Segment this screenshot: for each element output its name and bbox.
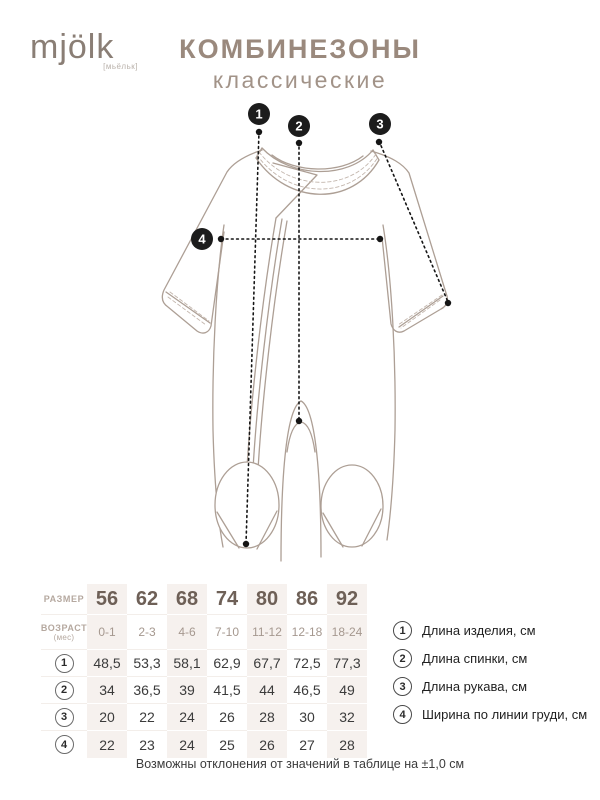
- page-subtitle: классические: [212, 67, 388, 93]
- value-cell: 28: [327, 731, 367, 758]
- romper-drawing: [162, 148, 447, 561]
- value-cell: 25: [219, 736, 235, 753]
- value-cell: 53,3: [127, 650, 167, 677]
- legend-item: [393, 649, 587, 668]
- marker-1-badge: [248, 103, 270, 125]
- value-cell: 77,3: [327, 650, 367, 677]
- legend-item: [393, 677, 587, 696]
- marker-3-badge: [369, 113, 391, 135]
- age-cell: 7-10: [207, 615, 247, 650]
- svg-text:3: 3: [376, 116, 384, 132]
- size-cell: 80: [247, 584, 287, 615]
- value-cell: 41,5: [207, 677, 247, 704]
- tolerance-note: Возможны отклонения от значений в таблице на ±1,0 см: [135, 757, 465, 771]
- legend-item: [393, 705, 587, 724]
- svg-text:4: 4: [198, 231, 206, 247]
- value-cell: 28: [247, 704, 287, 731]
- size-cell: 62: [127, 584, 167, 615]
- measure-row-label: 4: [41, 731, 87, 758]
- legend-label: Длина спинки, см: [422, 651, 528, 666]
- value-cell: 39: [167, 677, 207, 704]
- value-cell: 26: [207, 704, 247, 731]
- age-cell: 0-1: [87, 615, 127, 650]
- value-cell: 62,9: [207, 650, 247, 677]
- age-cell: 2-3: [127, 615, 167, 650]
- age-cell: 18-24: [327, 615, 367, 650]
- value-cell: 24: [167, 731, 207, 758]
- legend-num-badge: 2: [393, 649, 412, 668]
- value-cell: 44: [247, 677, 287, 704]
- measure-row-label: 2: [41, 677, 87, 704]
- age-cell: 11-12: [247, 615, 287, 650]
- value-cell: 46,5: [287, 677, 327, 704]
- measurement-legend: [393, 621, 587, 733]
- value-cell: 27: [299, 736, 315, 753]
- size-cell: 74: [207, 584, 247, 615]
- brand-name: mjölk: [30, 28, 115, 66]
- value-cell: 20: [87, 704, 127, 731]
- age-cell: 4-6: [167, 615, 207, 650]
- value-cell: 22: [127, 704, 167, 731]
- value-cell: 36,5: [127, 677, 167, 704]
- size-table: [41, 584, 367, 758]
- page-title: КОМБИНЕЗОНЫ: [179, 34, 421, 64]
- value-cell: 34: [87, 677, 127, 704]
- legend-num-badge: 1: [393, 621, 412, 640]
- value-cell: 22: [87, 731, 127, 758]
- value-cell: 23: [139, 736, 155, 753]
- size-cell: 92: [327, 584, 367, 615]
- value-cell: 58,1: [167, 650, 207, 677]
- age-cell: 12-18: [287, 615, 327, 650]
- legend-label: Ширина по линии груди, см: [422, 707, 588, 722]
- size-row-label: РАЗМЕР: [41, 584, 87, 615]
- page-header: [0, 34, 600, 94]
- svg-text:1: 1: [255, 106, 263, 122]
- value-cell: 48,5: [87, 650, 127, 677]
- legend-label: Длина рукава, см: [422, 679, 528, 694]
- size-cell: 86: [287, 584, 327, 615]
- size-cell: 56: [87, 584, 127, 615]
- value-cell: 49: [327, 677, 367, 704]
- brand-transcription: [мьёльк]: [103, 62, 138, 71]
- size-cell: 68: [167, 584, 207, 615]
- value-cell: 32: [327, 704, 367, 731]
- value-cell: 30: [287, 704, 327, 731]
- legend-label: Длина изделия, см: [422, 623, 536, 638]
- value-cell: 26: [247, 731, 287, 758]
- value-cell: 72,5: [287, 650, 327, 677]
- marker-4-badge: [191, 228, 213, 250]
- legend-num-badge: 3: [393, 677, 412, 696]
- value-cell: 67,7: [247, 650, 287, 677]
- age-row-label: ВОЗРАСТ (мес): [41, 615, 87, 650]
- marker-2-badge: [288, 115, 310, 137]
- measure-row-label: 3: [41, 704, 87, 731]
- svg-text:2: 2: [295, 118, 303, 134]
- legend-item: [393, 621, 587, 640]
- value-cell: 24: [167, 704, 207, 731]
- measure-row-label: 1: [41, 650, 87, 677]
- legend-num-badge: 4: [393, 705, 412, 724]
